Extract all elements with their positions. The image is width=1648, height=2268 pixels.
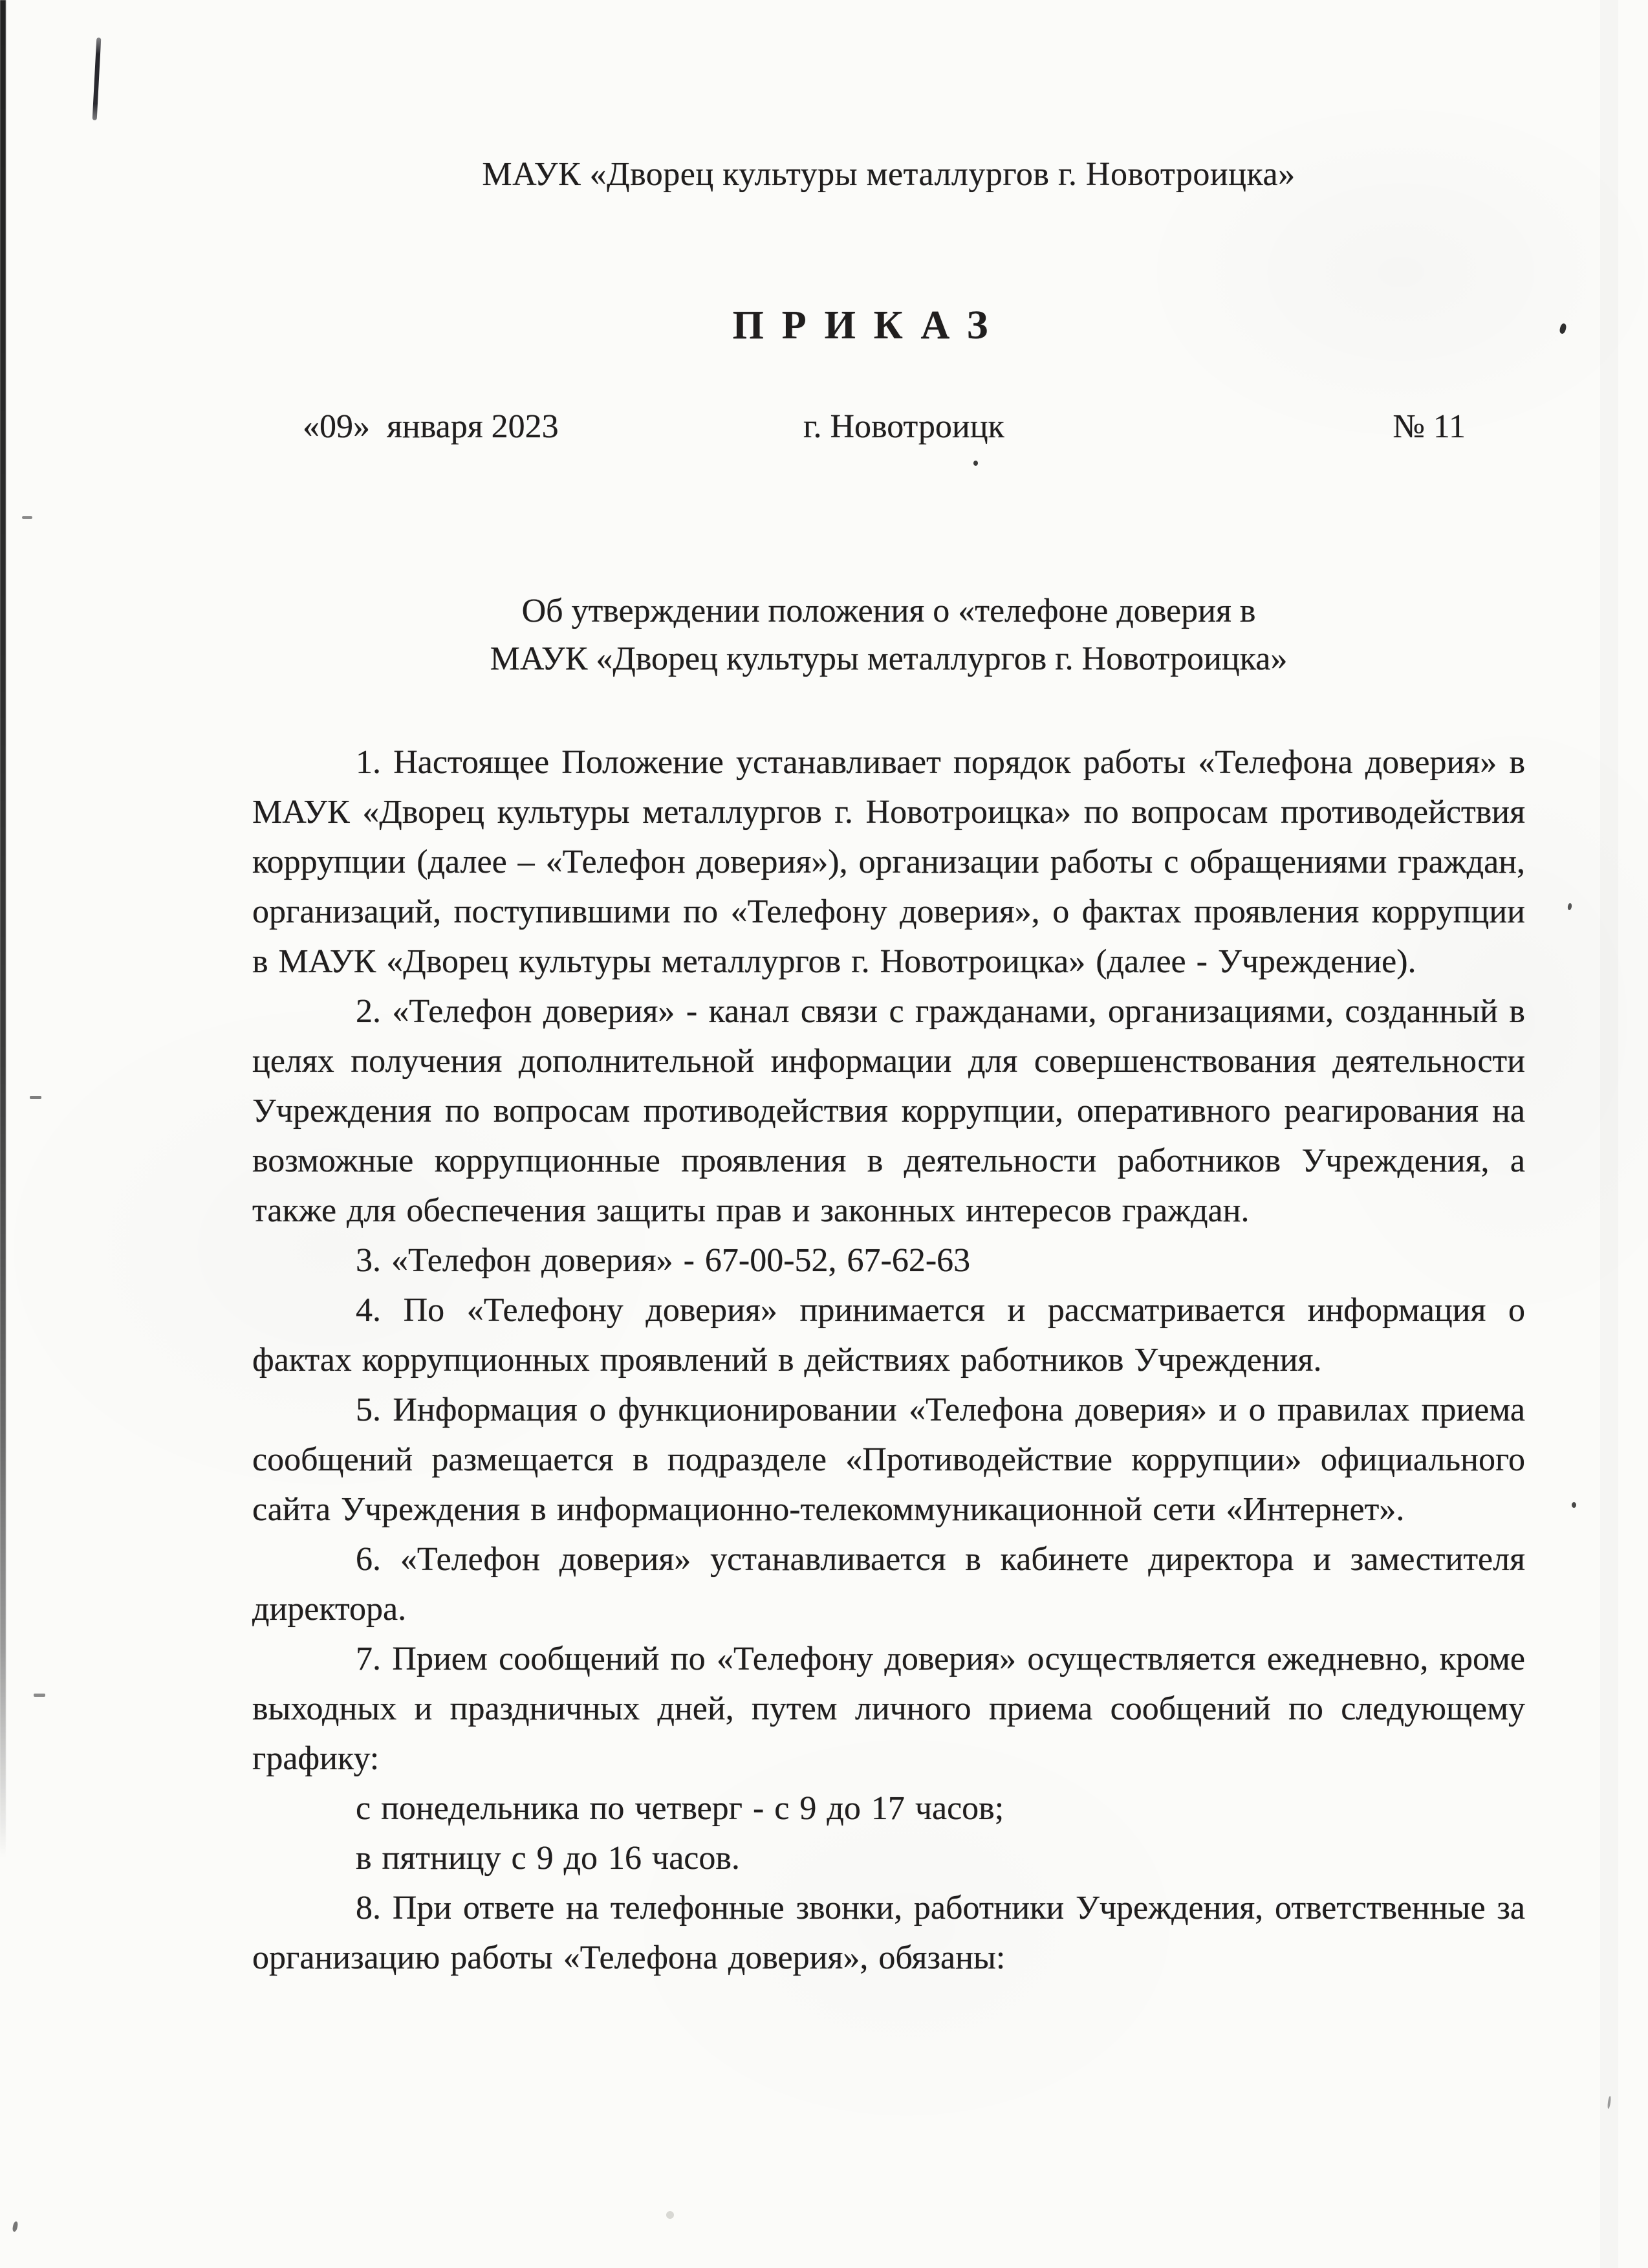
order-paragraph-6: 6. «Телефон доверия» устанавливается в кабинете директора и заместителя директора. (252, 1541, 1525, 1628)
date-row (252, 408, 1525, 453)
document-content (252, 0, 1525, 2268)
order-subject (252, 587, 1525, 683)
order-paragraph-2: 2. «Телефон доверия» - канал связи с гражданами, организациями, созданный в целях получения дополнительной информации для совершенствования деятельности Учреждения по вопросам противодействия коррупции, оперативного реагирования на возможные коррупционные проявления в деятельности работников Учреждения, а также для обеспечения защиты прав и законных интересов граждан. (252, 993, 1525, 1229)
order-body (252, 737, 1525, 1983)
order-paragraph-7: 7. Прием сообщений по «Телефону доверия» осуществляется ежедневно, кроме выходных и праздничных дней, путем личного приема сообщений по следующему графику: (252, 1641, 1525, 1777)
schedule-line-weekdays: с понедельника по четверг - с 9 до 17 часов; (356, 1790, 1004, 1827)
ink-speck-artifact (12, 2221, 18, 2232)
order-paragraph-8: 8. При ответе на телефонные звонки, работники Учреждения, ответственные за организацию работы «Телефона доверия», обязаны: (252, 1890, 1525, 1976)
ink-speck-artifact (1567, 903, 1572, 911)
scan-streak-artifact (1600, 0, 1618, 2268)
ink-speck-artifact (1559, 323, 1567, 334)
subject-line-1: Об утверждении положения о «телефоне доверия в (521, 593, 1256, 629)
organization-name: МАУК «Дворец культуры металлургов г. Новотроицка» (482, 156, 1296, 193)
pen-stroke-artifact (92, 38, 102, 120)
ink-speck-artifact (30, 1096, 41, 1099)
ink-speck-artifact (34, 1694, 45, 1697)
order-paragraph-4: 4. По «Телефону доверия» принимается и рассматривается информация о фактах коррупционных проявлений в действиях работников Учреждения. (252, 1292, 1525, 1379)
order-number: № 11 (1393, 408, 1466, 445)
issue-city: г. Новотроицк (803, 408, 1004, 445)
ink-speck-artifact (22, 516, 32, 519)
order-paragraph-5: 5. Информация о функционировании «Телефона доверия» и о правилах приема сообщений размещается в подразделе «Противодействие коррупции» официального сайта Учреждения в информационно-телекоммуникационной сети «Интернет». (252, 1391, 1525, 1528)
issue-date: «09» января 2023 (303, 408, 559, 445)
order-paragraph-1: 1. Настоящее Положение устанавливает порядок работы «Телефона доверия» в МАУК «Дворец культуры металлургов г. Новотроицка» по вопросам противодействия коррупции (далее – «Телефон доверия»), организации работы с обращениями граждан, организаций, поступившими по «Телефону доверия», о фактах проявления коррупции в МАУК «Дворец культуры металлургов г. Новотроицка» (далее - Учреждение). (252, 744, 1525, 980)
schedule-line-friday: в пятницу с 9 до 16 часов. (356, 1840, 740, 1877)
subject-line-2: МАУК «Дворец культуры металлургов г. Новотроицка» (490, 640, 1288, 677)
order-paragraph-3: 3. «Телефон доверия» - 67-00-52, 67-62-63 (356, 1242, 971, 1279)
document-type-title: ПРИКАЗ (732, 303, 1006, 347)
ink-speck-artifact (1572, 1502, 1576, 1508)
scan-edge-artifact (0, 0, 6, 1915)
